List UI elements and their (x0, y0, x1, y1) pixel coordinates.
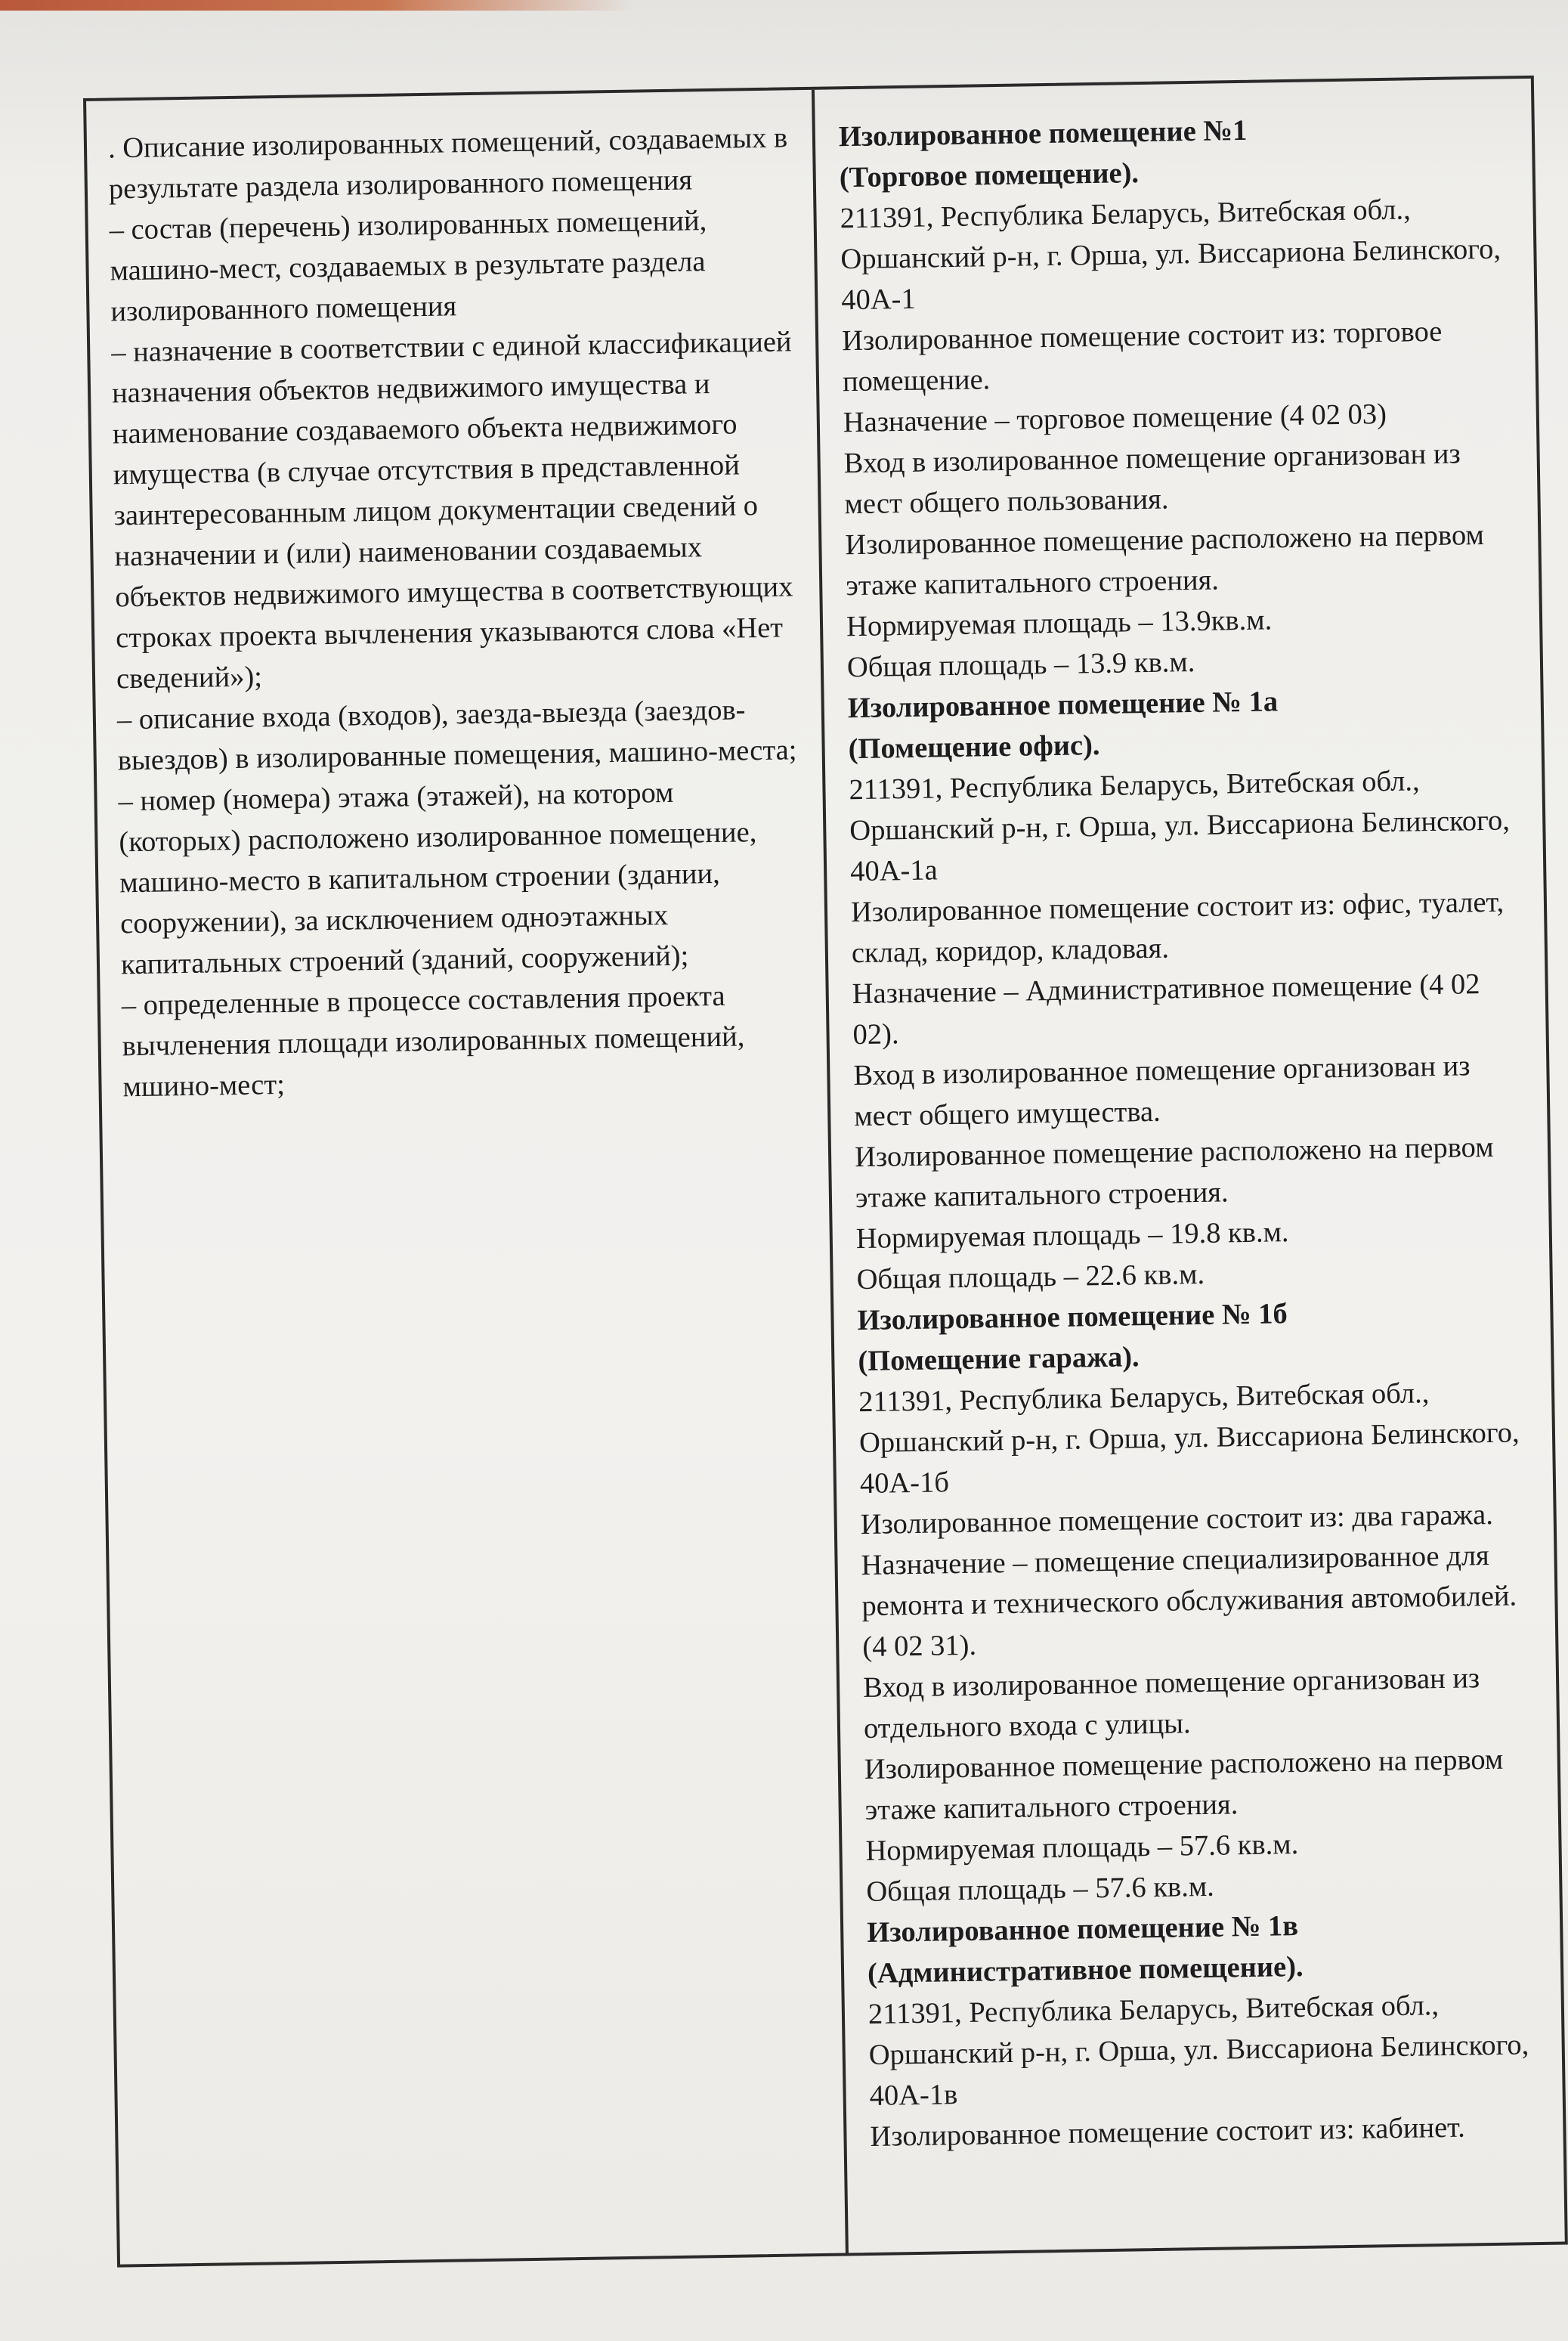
left-item-purpose: – назначение в соответствии с единой классификацией назначения объектов недвижимого имущества и наименование создаваемого объекта недвижимого имущества (в случае отсутствия в представленной заинтересованным лицом документации сведений о назначении и (или) наименовании создаваемых объектов недвижимого имущества в соответствующих строках проекта вычленения указываются слова «Нет сведений»); (110, 326, 793, 695)
left-item-areas: – определенные в процессе составления проекта вычленения площади изолированных помещений, мшино-мест; (121, 980, 745, 1104)
premise-1-normed-area: Нормируемая площадь – 13.9кв.м. (846, 604, 1273, 643)
premise-1-address: 211391, Республика Беларусь, Витебская обл., Оршанский р-н, г. Орша, ул. Виссариона Белинского, 40А-1 (840, 194, 1502, 317)
premise-1-subtitle: (Торговое помещение). (839, 157, 1140, 194)
premise-1b-normed-area: Нормируемая площадь – 57.6 кв.м. (865, 1829, 1299, 1868)
premise-1b-purpose: Назначение – помещение специализированное для ремонта и технического обслуживания автомобилей. (4 02 31). (861, 1540, 1517, 1664)
premise-1a-subtitle: (Помещение офис). (848, 729, 1100, 766)
premise-1v-subtitle: (Административное помещение). (867, 1950, 1304, 1990)
premise-1-total-area: Общая площадь – 13.9 кв.м. (846, 646, 1195, 684)
premise-1v-title: Изолированное помещение № 1в (866, 1910, 1299, 1949)
left-item-composition: – состав (перечень) изолированных помещений, машино-мест, создаваемых в результате раздела изолированного помещения (109, 205, 707, 328)
right-column (839, 106, 1551, 2157)
premise-1b-composition: Изолированное помещение состоит из: два гаража. (860, 1498, 1494, 1541)
premise-1a-total-area: Общая площадь – 22.6 кв.м. (856, 1258, 1205, 1296)
premise-1a-title: Изолированное помещение № 1а (847, 686, 1279, 725)
premise-1v-address: 211391, Республика Беларусь, Витебская обл., Оршанский р-н, г. Орша, ул. Виссариона Белинского, 40А-1в (868, 1990, 1529, 2112)
premise-1b-subtitle: (Помещение гаража). (858, 1341, 1140, 1378)
premise-1b-entrance: Вход в изолированное помещение организован из отдельного входа с улицы. (862, 1662, 1480, 1745)
left-item-entrance: – описание входа (входов), заезда-выезда (заездов-выездов) в изолированные помещения, машино-места; (116, 694, 797, 777)
left-column (108, 117, 807, 1107)
left-item-floor: – номер (номера) этажа (этажей), на котором (которых) расположено изолированное помещение, машино-место в капитальном строении (здании, сооружении), за исключением одноэтажных капитальных строений (зданий, сооружений); (118, 776, 757, 981)
premise-1a-normed-area: Нормируемая площадь – 19.8 кв.м. (855, 1216, 1289, 1256)
page-corner-edge (0, 0, 635, 11)
premise-1b-floor: Изолированное помещение расположено на первом этаже капитального строения. (864, 1743, 1504, 1827)
premise-1b-title: Изолированное помещение № 1б (857, 1298, 1288, 1337)
premise-1b-address: 211391, Республика Беларусь, Витебская обл., Оршанский р-н, г. Орша, ул. Виссариона Белинского, 40А-1б (858, 1377, 1520, 1500)
premise-1-entrance: Вход в изолированное помещение организован из мест общего пользования. (843, 438, 1461, 521)
premise-1-title: Изолированное помещение №1 (838, 114, 1248, 153)
premise-1-floor: Изолированное помещение расположено на первом этаже капитального строения. (845, 519, 1485, 602)
premise-1-composition: Изолированное помещение состоит из: торговое помещение. (841, 315, 1443, 398)
premise-1v-composition: Изолированное помещение состоит из: кабинет. (870, 2111, 1465, 2153)
premise-1b-total-area: Общая площадь – 57.6 кв.м. (866, 1870, 1215, 1909)
premise-1a-address: 211391, Республика Беларусь, Витебская обл., Оршанский р-н, г. Орша, ул. Виссариона Белинского, 40А-1а (849, 765, 1511, 888)
premise-1a-purpose: Назначение – Административное помещение (4 02 02). (852, 968, 1480, 1051)
left-heading: . Описание изолированных помещений, создаваемых в результате раздела изолированного помещения (107, 122, 788, 206)
premise-1a-floor: Изолированное помещение расположено на первом этаже капитального строения. (854, 1131, 1494, 1215)
premise-1a-composition: Изолированное помещение состоит из: офис, туалет, склад, коридор, кладовая. (850, 886, 1505, 970)
premise-1-purpose: Назначение – торговое помещение (4 02 03) (843, 398, 1387, 439)
description-table (83, 76, 1568, 2268)
premise-1a-entrance: Вход в изолированное помещение организован из мест общего имущества. (853, 1050, 1471, 1133)
